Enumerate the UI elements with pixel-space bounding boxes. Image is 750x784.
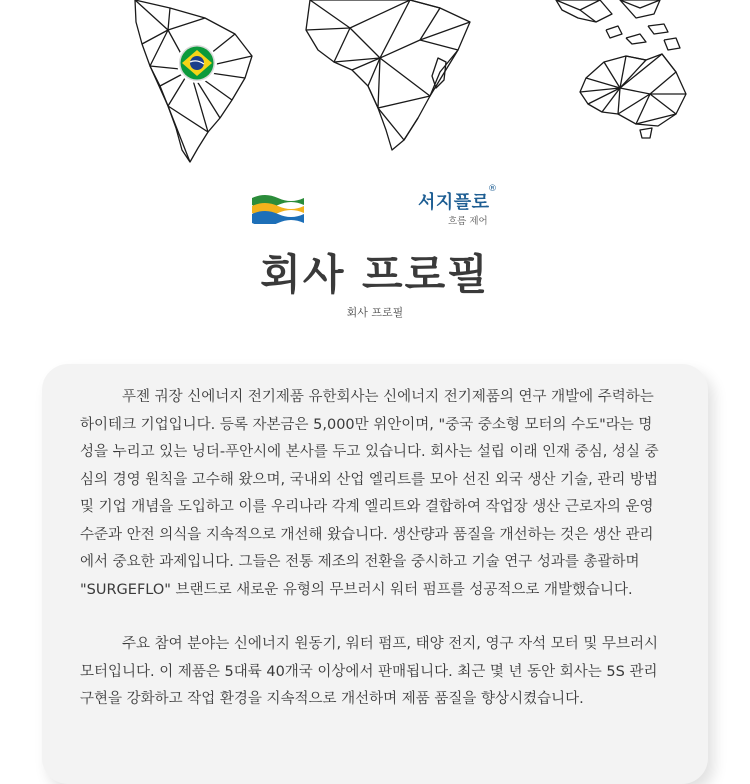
waves-logo-icon bbox=[252, 192, 304, 224]
world-map-illustration bbox=[0, 0, 750, 170]
brand-tagline: 흐름 제어 bbox=[448, 216, 488, 227]
page-subtitle: 회사 프로필 bbox=[346, 306, 404, 319]
logos-row bbox=[0, 186, 750, 236]
page-title: 회사 프로필 bbox=[260, 250, 490, 299]
profile-paragraph-2: 주요 참여 분야는 신에너지 원동기, 워터 펌프, 태양 전지, 영구 자석 모터 및 무브러시 모터입니다. 이 제품은 5대륙 40개국 이상에서 판매됩니다. 최근 몇 년 동안 회사는 5S 관리 구현을 강화하고 작업 환경을 지속적으로 개선하며 제품 품질을 향상시켰습니다. bbox=[80, 636, 658, 707]
africa-shape bbox=[306, 0, 470, 150]
registered-mark: ® bbox=[488, 184, 497, 194]
brand-name: 서지플로 bbox=[418, 192, 490, 213]
surgeflo-brand-logo bbox=[416, 186, 526, 230]
profile-text bbox=[80, 384, 660, 714]
brazil-flag-icon bbox=[178, 44, 216, 82]
profile-paragraph-1: 푸젠 궈장 신에너지 전기제품 유한회사는 신에너지 전기제품의 연구 개발에 주력하는 하이테크 기업입니다. 등록 자본금은 5,000만 위안이며, "중국 중소형 모터의 수도"라는 명성을 누리고 있는 닝더-푸안시에 본사를 두고 있습니다. 회사는 설립 이래 인재 중심, 성실 중심의 경영 원칙을 고수해 왔으며, 국내외 산업 엘리트를 모아 선진 외국 생산 기술, 관리 방법 및 기업 개념을 도입하고 이를 우리나라 각계 엘리트와 결합하여 작업장 생산 근로자의 운영 수준과 안전 의식을 지속적으로 개선해 왔습니다. 생산량과 품질을 개선하는 것은 생산 관리에서 중요한 과제입니다. 그들은 전통 제조의 전환을 중시하고 기술 연구 성과를 총괄하며 "SURGEFLO" 브랜드로 새로운 유형의 무브러시 워터 펌프를 성공적으로 개발했습니다. bbox=[80, 389, 659, 598]
